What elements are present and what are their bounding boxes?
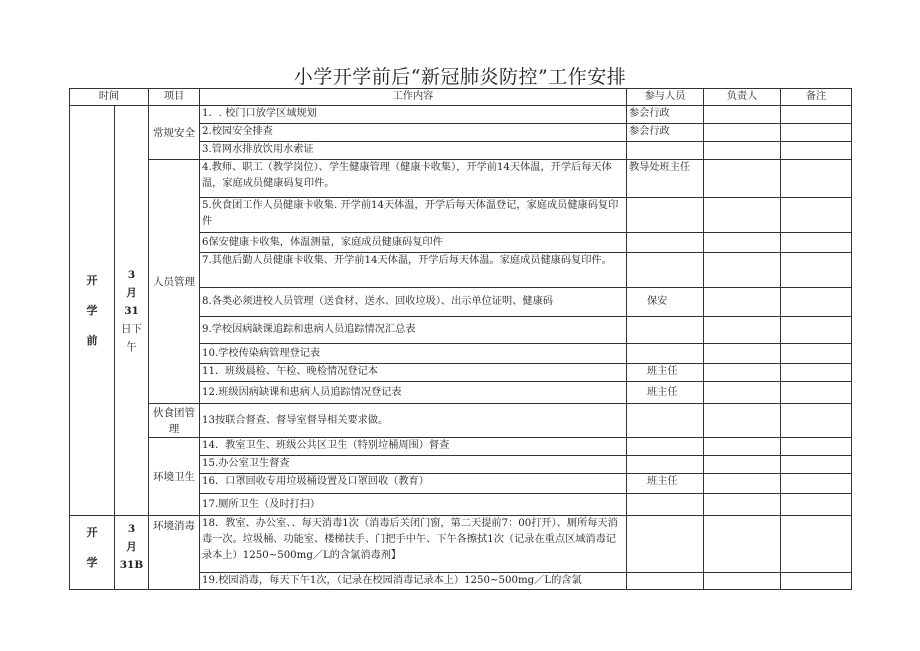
row-responsible: [704, 317, 781, 344]
row-participants: 参会行政: [627, 124, 704, 142]
row-content: 12.班级因病缺课和患病人员追踪情况登记表: [200, 382, 627, 404]
header-content: 工作内容: [200, 89, 627, 106]
row-participants: [627, 438, 704, 456]
header-responsible: 负责人: [704, 89, 781, 106]
row-remarks: [781, 233, 852, 253]
row-remarks: [781, 516, 852, 573]
period-before-start: 开 学 前: [70, 106, 115, 516]
row-responsible: [704, 573, 781, 590]
row-participants: 参会行政: [627, 106, 704, 124]
row-responsible: [704, 404, 781, 438]
row-remarks: [781, 142, 852, 160]
group-environment: 环境卫生: [149, 438, 200, 516]
row-responsible: [704, 516, 781, 573]
row-remarks: [781, 364, 852, 382]
table-row: [70, 404, 852, 438]
row-remarks: [781, 494, 852, 516]
row-remarks: [781, 573, 852, 590]
row-participants: [627, 494, 704, 516]
row-content: 9.学校因病缺课追踪和患病人员追踪情况汇总表: [200, 317, 627, 344]
row-content: 19.校园消毒，每天下午1次，（记录在校园消毒记录本上）1250~500mg／L的含氯: [200, 573, 627, 590]
row-remarks: [781, 474, 852, 494]
row-participants: 班主任: [627, 474, 704, 494]
row-content: 1．. 校门口放学区域规划: [200, 106, 627, 124]
row-responsible: [704, 364, 781, 382]
row-content: 2.校园安全排查: [200, 124, 627, 142]
row-responsible: [704, 198, 781, 233]
group-disinfection: 环境消毒: [149, 516, 200, 590]
row-remarks: [781, 253, 852, 288]
row-remarks: [781, 382, 852, 404]
row-participants: [627, 233, 704, 253]
row-responsible: [704, 474, 781, 494]
header-row: [70, 89, 852, 106]
row-remarks: [781, 106, 852, 124]
row-participants: [627, 142, 704, 160]
row-remarks: [781, 456, 852, 474]
row-remarks: [781, 317, 852, 344]
table-row: [70, 438, 852, 456]
row-content: 4.教师、职工（教学岗位）、学生健康管理（健康卡收集），开学前14天体温，开学后每天体温，家庭成员健康码复印件。: [200, 160, 627, 198]
row-participants: [627, 317, 704, 344]
row-responsible: [704, 288, 781, 317]
row-responsible: [704, 142, 781, 160]
row-remarks: [781, 438, 852, 456]
date-after-start: 3 月 31B: [115, 516, 149, 590]
row-content: 5.伙食团工作人员健康卡收集. 开学前14天体温，开学后每天体温登记，家庭成员健康码复印件: [200, 198, 627, 233]
row-responsible: [704, 253, 781, 288]
row-content: 6保安健康卡收集，体温测量，家庭成员健康码复印件: [200, 233, 627, 253]
header-remarks: 备注: [781, 89, 852, 106]
row-participants: [627, 516, 704, 573]
table-row: [70, 516, 852, 573]
row-responsible: [704, 438, 781, 456]
row-content: 13按联合督查、督导室督导相关要求做。: [200, 404, 627, 438]
row-content: 17.厕所卫生（及时打扫）: [200, 494, 627, 516]
row-content: 3.管网水排放饮用水索证: [200, 142, 627, 160]
header-time: 时间: [70, 89, 149, 106]
group-personnel: 人员管理: [149, 160, 200, 404]
row-remarks: [781, 124, 852, 142]
row-participants: 班主任: [627, 364, 704, 382]
row-remarks: [781, 198, 852, 233]
row-responsible: [704, 106, 781, 124]
row-content: 8.各类必须进校人员管理（送食材、送水、回收垃圾）、出示单位证明、健康码: [200, 288, 627, 317]
row-remarks: [781, 404, 852, 438]
table-row: [70, 160, 852, 198]
table-row: [70, 106, 852, 124]
date-before-start: 3 月 31 日下 午: [115, 106, 149, 516]
row-content: 10.学校传染病管理登记表: [200, 344, 627, 364]
group-canteen: 伙食团管理: [149, 404, 200, 438]
row-content: 14．教室卫生、班级公共区卫生（特别垃桶周围）督查: [200, 438, 627, 456]
row-remarks: [781, 288, 852, 317]
row-responsible: [704, 233, 781, 253]
row-participants: 教导处班主任: [627, 160, 704, 198]
row-content: 16．口罩回收专用垃圾桶设置及口罩回收（教育）: [200, 474, 627, 494]
row-responsible: [704, 456, 781, 474]
row-content: 11．班级晨检、午检、晚检情况登记本: [200, 364, 627, 382]
header-participants: 参与人员: [627, 89, 704, 106]
row-remarks: [781, 344, 852, 364]
row-responsible: [704, 382, 781, 404]
row-remarks: [781, 160, 852, 198]
period-after-start: 开 学: [70, 516, 115, 590]
page-title: 小学开学前后“新冠肺炎防控”工作安排: [293, 66, 627, 88]
row-participants: [627, 456, 704, 474]
row-responsible: [704, 344, 781, 364]
row-participants: [627, 404, 704, 438]
row-participants: [627, 344, 704, 364]
header-item: 项目: [149, 89, 200, 106]
row-responsible: [704, 124, 781, 142]
row-participants: [627, 253, 704, 288]
row-content: 7.其他后勤人员健康卡收集、开学前14天体温，开学后每天体温。家庭成员健康码复印件。: [200, 253, 627, 288]
schedule-table: [69, 88, 852, 590]
row-responsible: [704, 494, 781, 516]
row-participants: [627, 198, 704, 233]
row-responsible: [704, 160, 781, 198]
group-routine-safety: 常规安全: [149, 106, 200, 160]
row-content: 15.办公室卫生督查: [200, 456, 627, 474]
row-participants: 班主任: [627, 382, 704, 404]
row-participants: [627, 573, 704, 590]
row-content: 18．教室、办公室、、每天消毒1次（消毒后关闭门窗，第二天提前7：00打开）、厕所每天消毒一次。垃圾桶、功能室、楼梯扶手、门把手中午、下午各擦拭1次（记录在重点区域消毒记录本上）1250~500mg／L的含氯消毒剂】: [200, 516, 627, 573]
row-participants: 保安: [627, 288, 704, 317]
